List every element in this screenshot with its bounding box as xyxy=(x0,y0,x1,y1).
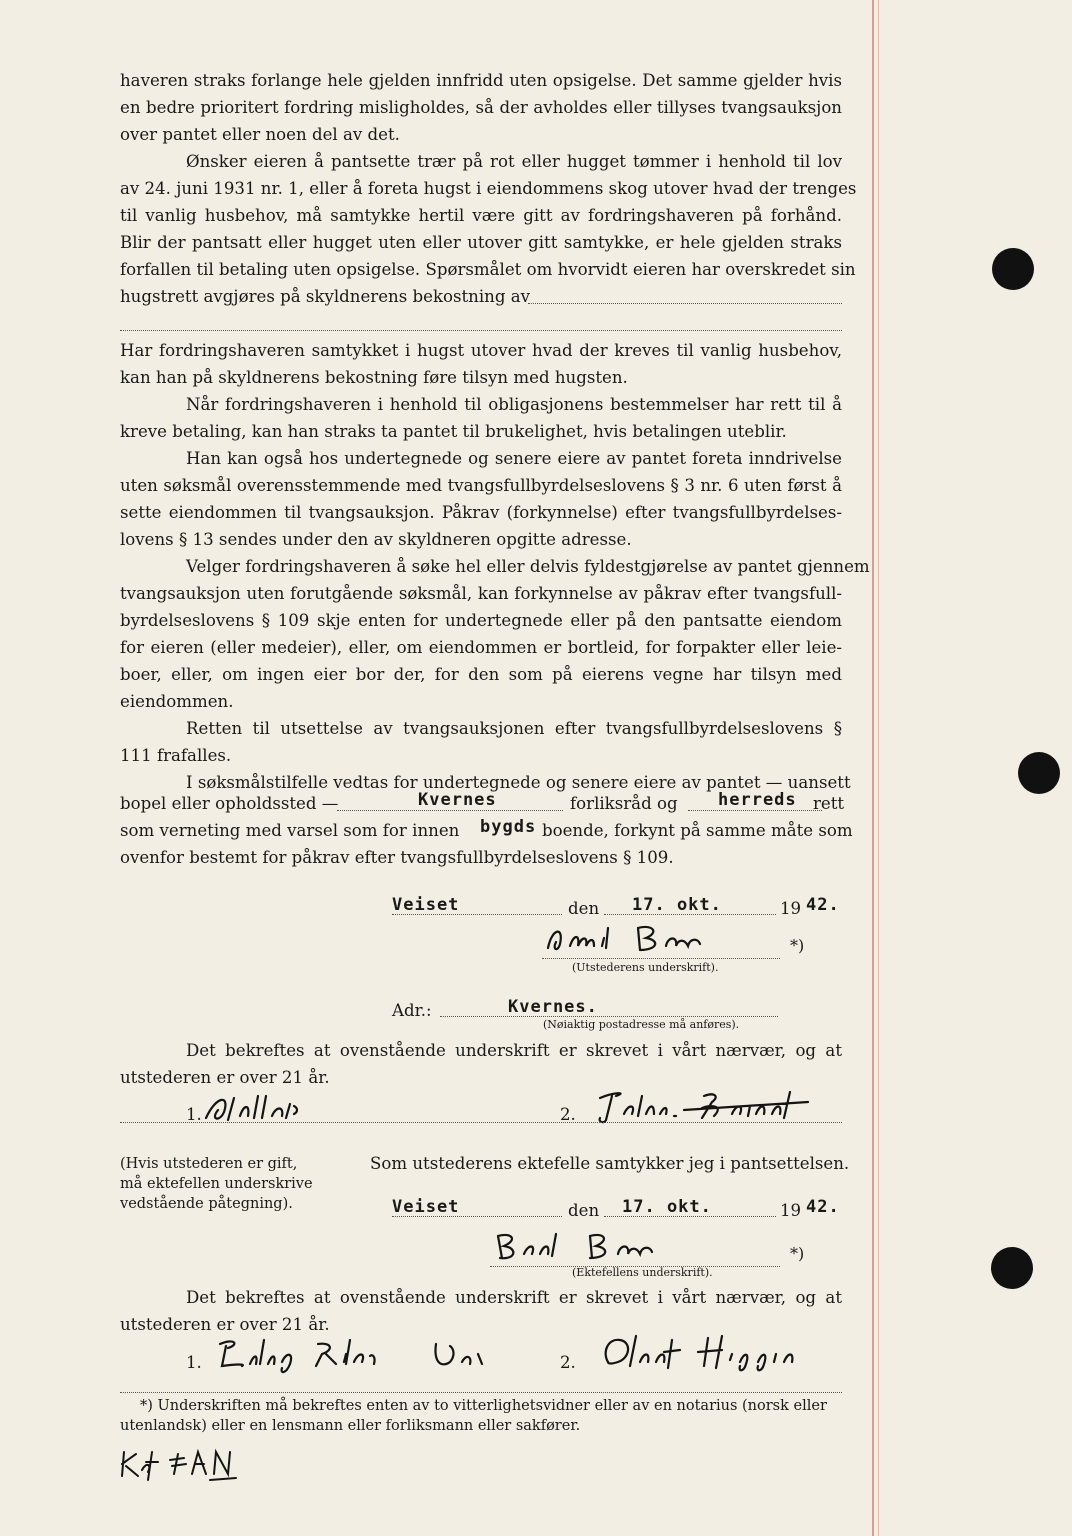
witness-number: 2. xyxy=(560,1105,576,1124)
spouse-consent: Som utstederens ektefelle samtykker jeg i pantsettelsen. xyxy=(370,1154,850,1173)
year-prefix: 19 xyxy=(780,899,802,918)
den-label: den xyxy=(568,1201,600,1220)
punch-hole xyxy=(1018,752,1060,794)
body-line: uten søksmål overensstemmende med tvangsfullbyrdelseslovens § 3 nr. 6 uten først å xyxy=(120,476,842,495)
body-line: hugstrett avgjøres på skyldnerens bekostning av xyxy=(120,287,531,306)
blank-fill-line xyxy=(440,1016,778,1017)
asterisk-mark: *) xyxy=(790,1244,805,1263)
witness-signature xyxy=(202,1090,322,1126)
typed-year: 42. xyxy=(806,895,840,915)
venue-text: boende, forkynt på samme måte som xyxy=(542,821,853,840)
body-line: Blir der pantsatt eller hugget uten eller utover gitt samtykke, er hele gjelden straks xyxy=(120,233,842,252)
typed-place: Kvernes xyxy=(418,790,497,810)
blank-fill-line xyxy=(604,1216,776,1217)
body-line: I søksmålstilfelle vedtas for undertegnede og senere eiere av pantet — uansett xyxy=(186,773,851,792)
blank-fill-line xyxy=(120,330,842,331)
body-line: forfallen til betaling uten opsigelse. Spørsmålet om hvorvidt eieren har overskredet sin xyxy=(120,260,856,279)
body-line: 111 frafalles. xyxy=(120,746,232,765)
body-line: til vanlig husbehov, må samtykke hertil være gitt av fordringshaveren på forhånd. xyxy=(120,206,842,225)
body-line: lovens § 13 sendes under den av skyldneren opgitte adresse. xyxy=(120,530,632,549)
venue-text: forliksråd og xyxy=(570,794,678,813)
blank-fill-line xyxy=(392,1216,562,1217)
typed-signing-place: Veiset xyxy=(392,1197,460,1217)
body-line: Ønsker eieren å pantsette trær på rot eller hugget tømmer i henhold til lov xyxy=(186,152,842,171)
typed-address: Kvernes. xyxy=(508,997,598,1017)
witness-text: Det bekreftes at ovenstående underskrift er skrevet i vårt nærvær, og at xyxy=(186,1288,842,1307)
body-line: av 24. juni 1931 nr. 1, eller å foreta hugst i eiendommens skog utover hvad der trenges xyxy=(120,179,857,198)
witness-line xyxy=(120,1122,842,1123)
witness-text: utstederen er over 21 år. xyxy=(120,1068,330,1087)
handwritten-mark xyxy=(118,1444,248,1484)
signature-caption: (Utstederens underskrift). xyxy=(572,961,719,974)
signature-line xyxy=(542,958,780,959)
footnote: utenlandsk) eller en lensmann eller forliksmann eller sakfører. xyxy=(120,1418,581,1434)
blank-fill-line xyxy=(392,914,562,915)
body-line: for eieren (eller medeier), eller, om eiendommen er bortleid, for forpakter eller leie- xyxy=(120,638,842,657)
body-line: Når fordringshaveren i henhold til obligasjonens bestemmelser har rett til å xyxy=(186,395,842,414)
address-caption: (Nøiaktig postadresse må anføres). xyxy=(543,1018,740,1031)
witness-text: utstederen er over 21 år. xyxy=(120,1315,330,1334)
blank-fill-line xyxy=(528,303,842,304)
witness-number: 2. xyxy=(560,1353,576,1372)
address-label: Adr.: xyxy=(392,1001,432,1020)
spouse-note: (Hvis utstederen er gift, xyxy=(120,1156,298,1172)
witness-signature xyxy=(206,1334,506,1374)
witness-number: 1. xyxy=(186,1353,202,1372)
typed-signing-place: Veiset xyxy=(392,895,460,915)
body-line: Velger fordringshaveren å søke hel eller delvis fyldestgjørelse av pantet gjennem xyxy=(186,557,870,576)
signature-caption: (Ektefellens underskrift). xyxy=(572,1266,713,1279)
venue-text: rett xyxy=(813,794,845,813)
body-line: kreve betaling, kan han straks ta pantet til brukelighet, hvis betalingen uteblir. xyxy=(120,422,787,441)
blank-fill-line xyxy=(337,810,563,811)
blank-fill-line xyxy=(604,914,776,915)
witness-signature xyxy=(598,1332,838,1376)
body-line: Han kan også hos undertegnede og senere eiere av pantet foreta inndrivelse xyxy=(186,449,842,468)
typed-area: bygds xyxy=(480,817,537,837)
punch-hole xyxy=(992,248,1034,290)
body-line: over pantet eller noen del av det. xyxy=(120,125,400,144)
body-line: sette eiendommen til tvangsauksjon. Påkrav (forkynnelse) efter tvangsfullbyrdelses- xyxy=(120,503,842,522)
spouse-signature xyxy=(490,1228,690,1268)
witness-number: 1. xyxy=(186,1105,202,1124)
typed-date: 17. okt. xyxy=(622,1197,712,1217)
witness-text: Det bekreftes at ovenstående underskrift er skrevet i vårt nærvær, og at xyxy=(186,1041,842,1060)
body-line: boer, eller, om ingen eier bor der, for den som på eierens vegne har tilsyn med xyxy=(120,665,842,684)
typed-court: herreds xyxy=(718,790,797,810)
venue-text: bopel eller opholdssted — xyxy=(120,794,339,813)
witness-line xyxy=(120,1392,842,1393)
body-line: tvangsauksjon uten forutgående søksmål, kan forkynnelse av påkrav efter tvangsfull- xyxy=(120,584,842,603)
asterisk-mark: *) xyxy=(790,936,805,955)
body-line: en bedre prioritert fordring misligholdes, så der avholdes eller tillyses tvangsauksjon xyxy=(120,98,842,117)
issuer-signature xyxy=(542,920,742,960)
body-line: kan han på skyldnerens bekostning føre tilsyn med hugsten. xyxy=(120,368,628,387)
year-prefix: 19 xyxy=(780,1201,802,1220)
blank-fill-line xyxy=(688,810,822,811)
body-line: Retten til utsettelse av tvangsauksjonen efter tvangsfullbyrdelseslovens § xyxy=(186,719,842,738)
margin-line xyxy=(872,0,874,1536)
punch-hole xyxy=(991,1247,1033,1289)
margin-line-inner xyxy=(878,0,879,1536)
den-label: den xyxy=(568,899,600,918)
witness-signature xyxy=(594,1086,824,1126)
body-line: Har fordringshaveren samtykket i hugst utover hvad der kreves til vanlig husbehov, xyxy=(120,341,842,360)
venue-text: ovenfor bestemt for påkrav efter tvangsfullbyrdelseslovens § 109. xyxy=(120,848,674,867)
spouse-note: vedstående påtegning). xyxy=(120,1196,293,1212)
body-line: byrdelseslovens § 109 skje enten for undertegnede eller på den pantsatte eiendom xyxy=(120,611,842,630)
typed-date: 17. okt. xyxy=(632,895,722,915)
typed-year: 42. xyxy=(806,1197,840,1217)
spouse-note: må ektefellen underskrive xyxy=(120,1176,313,1192)
body-line: eiendommen. xyxy=(120,692,234,711)
body-line: haveren straks forlange hele gjelden innfridd uten opsigelse. Det samme gjelder hvis xyxy=(120,71,842,90)
footnote: *) Underskriften må bekreftes enten av to vitterlighetsvidner eller av en notarius (norsk eller xyxy=(140,1398,827,1414)
venue-text: som verneting med varsel som for innen xyxy=(120,821,460,840)
